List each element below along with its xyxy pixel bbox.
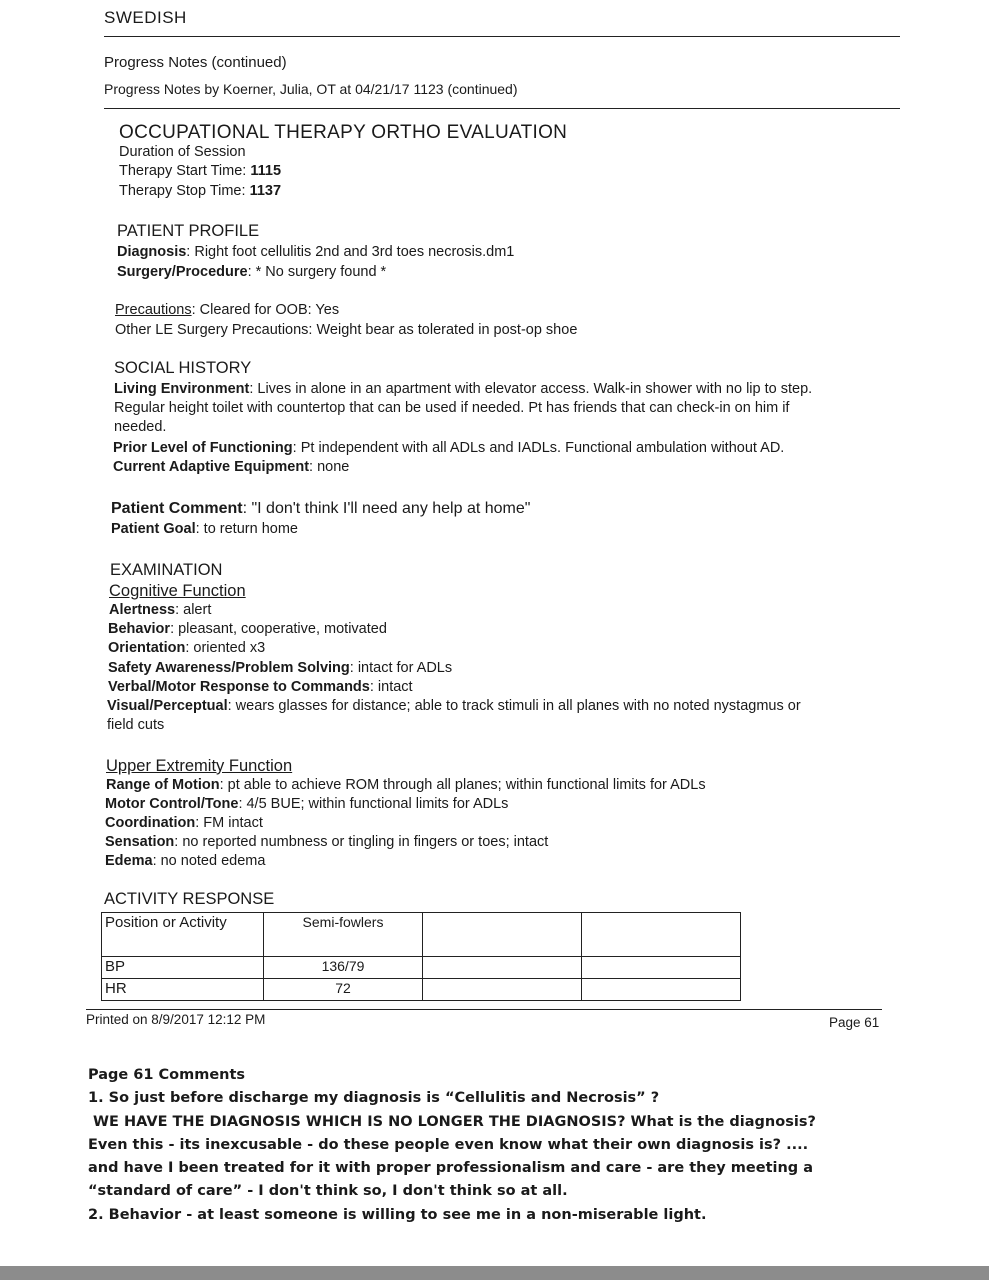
edema-label: Edema (105, 853, 153, 869)
table-cell: 72 (264, 979, 423, 1001)
plof-row (113, 440, 784, 456)
plof-value: : Pt independent with all ADLs and IADLs. Functional ambulation without AD. (292, 440, 785, 456)
diagnosis-row (117, 244, 514, 260)
living-row (114, 381, 812, 397)
comment-line: “standard of care” - I don't think so, I don't think so at all. (88, 1183, 568, 1200)
cognitive-heading: Cognitive Function (109, 582, 246, 600)
comment-line: and have I been treated for it with proper professionalism and care - are they meeting a (88, 1160, 814, 1177)
upper-extremity-heading: Upper Extremity Function (106, 757, 293, 775)
living-label: Living Environment (114, 381, 250, 397)
scan-edge (0, 1266, 989, 1280)
safety-value: : intact for ADLs (349, 660, 453, 676)
sensation-value: : no reported numbness or tingling in fingers or toes; intact (174, 834, 549, 850)
behavior-label: Behavior (108, 621, 171, 637)
surgery-value: : * No surgery found * (247, 264, 387, 280)
surgery-label: Surgery/Procedure (117, 264, 248, 280)
alertness-row (109, 602, 211, 618)
rom-value: : pt able to achieve ROM through all planes; within functional limits for ADLs (219, 777, 706, 793)
behavior-row (108, 621, 387, 637)
activity-response-heading: ACTIVITY RESPONSE (104, 890, 275, 908)
patient-goal-label: Patient Goal (111, 521, 196, 537)
rom-label: Range of Motion (106, 777, 220, 793)
patient-goal-value: : to return home (195, 521, 298, 537)
precautions-row (115, 302, 339, 318)
motor-value: : 4/5 BUE; within functional limits for ADLs (238, 796, 509, 812)
patient-comment-label: Patient Comment (111, 500, 243, 517)
brand-header: SWEDISH (104, 8, 187, 27)
stop-label: Therapy Stop Time: (119, 183, 246, 199)
surgery-row (117, 264, 386, 280)
equipment-value: : none (309, 459, 350, 475)
evaluation-title: OCCUPATIONAL THERAPY ORTHO EVALUATION (119, 122, 568, 143)
rom-row (106, 777, 706, 793)
row-label: BP (102, 957, 264, 979)
orientation-value: : oriented x3 (185, 640, 266, 656)
start-value: 1115 (250, 163, 282, 179)
table-cell (582, 979, 741, 1001)
equipment-label: Current Adaptive Equipment (113, 459, 310, 475)
social-history-heading: SOCIAL HISTORY (114, 359, 252, 377)
printed-on: Printed on 8/9/2017 12:12 PM (86, 1012, 266, 1027)
table-row (102, 957, 741, 979)
verbal-motor-value: : intact (369, 679, 413, 695)
comment-line: 1. So just before discharge my diagnosis is “Cellulitis and Necrosis” ? (88, 1090, 660, 1107)
table-cell (582, 957, 741, 979)
note-byline: Progress Notes by Koerner, Julia, OT at 04/21/17 1123 (continued) (104, 81, 518, 97)
diagnosis-label: Diagnosis (117, 244, 187, 260)
table-cell: 136/79 (264, 957, 423, 979)
coordination-value: : FM intact (195, 815, 263, 831)
sensation-row (105, 834, 548, 850)
patient-profile-heading: PATIENT PROFILE (117, 222, 260, 240)
motor-row (105, 796, 508, 812)
table-cell (423, 957, 582, 979)
verbal-motor-row (108, 679, 413, 695)
orientation-label: Orientation (108, 640, 186, 656)
start-label: Therapy Start Time: (119, 163, 247, 179)
activity-response-table (101, 912, 741, 1001)
table-cell (423, 979, 582, 1001)
living-value: : Lives in alone in an apartment with elevator access. Walk-in shower with no lip to step. (249, 381, 813, 397)
examination-heading: EXAMINATION (110, 561, 223, 579)
table-cell (582, 913, 741, 957)
living-line-3: needed. (114, 419, 167, 435)
visual-label: Visual/Perceptual (107, 698, 228, 714)
coordination-row (105, 815, 263, 831)
safety-row (108, 660, 452, 676)
safety-label: Safety Awareness/Problem Solving (108, 660, 350, 676)
stop-value: 1137 (249, 183, 282, 199)
diagnosis-value: : Right foot cellulitis 2nd and 3rd toes necrosis.dm1 (186, 244, 515, 260)
footer-rule (86, 1009, 882, 1010)
row-label: Position or Activity (102, 913, 264, 957)
comment-line: Even this - its inexcusable - do these people even know what their own diagnosis is? .... (88, 1136, 809, 1153)
orientation-row (108, 640, 265, 656)
edema-value: : no noted edema (152, 853, 266, 869)
patient-comment-row (111, 500, 530, 518)
other-precautions: Other LE Surgery Precautions: Weight bear as tolerated in post-op shoe (115, 322, 578, 338)
byline-rule (104, 108, 900, 109)
section-title: Progress Notes (continued) (104, 54, 287, 71)
behavior-value: : pleasant, cooperative, motivated (170, 621, 387, 637)
precautions-label: Precautions (115, 302, 192, 318)
table-row (102, 979, 741, 1001)
patient-comment-value: : "I don't think I'll need any help at home" (242, 500, 531, 517)
comment-line: WE HAVE THE DIAGNOSIS WHICH IS NO LONGER THE DIAGNOSIS? What is the diagnosis? (88, 1113, 816, 1130)
verbal-motor-label: Verbal/Motor Response to Commands (108, 679, 370, 695)
sensation-label: Sensation (105, 834, 175, 850)
plof-label: Prior Level of Functioning (113, 440, 293, 456)
alertness-label: Alertness (109, 602, 176, 618)
visual-value: : wears glasses for distance; able to track stimuli in all planes with no noted nystagmus or (227, 698, 801, 714)
comment-line: 2. Behavior - at least someone is willing to see me in a non-miserable light. (88, 1206, 707, 1223)
alertness-value: : alert (175, 602, 212, 618)
edema-row (105, 853, 265, 869)
duration-label: Duration of Session (119, 144, 246, 160)
table-cell (423, 913, 582, 957)
page-comments (88, 1064, 928, 1227)
visual-line-2: field cuts (107, 717, 165, 733)
visual-row (107, 698, 801, 714)
motor-label: Motor Control/Tone (105, 796, 239, 812)
comments-title: Page 61 Comments (88, 1067, 246, 1083)
patient-goal-row (111, 521, 298, 537)
table-row (102, 913, 741, 957)
equipment-row (113, 459, 349, 475)
therapy-stop-row (119, 183, 281, 199)
precautions-value: : Cleared for OOB: Yes (191, 302, 340, 318)
page-number: Page 61 (829, 1015, 880, 1030)
living-line-2: Regular height toilet with countertop that can be used if needed. Pt has friends that can check-in on him if (114, 400, 790, 416)
coordination-label: Coordination (105, 815, 196, 831)
table-cell: Semi-fowlers (264, 913, 423, 957)
row-label: HR (102, 979, 264, 1001)
header-rule (104, 36, 900, 37)
therapy-start-row (119, 163, 281, 179)
